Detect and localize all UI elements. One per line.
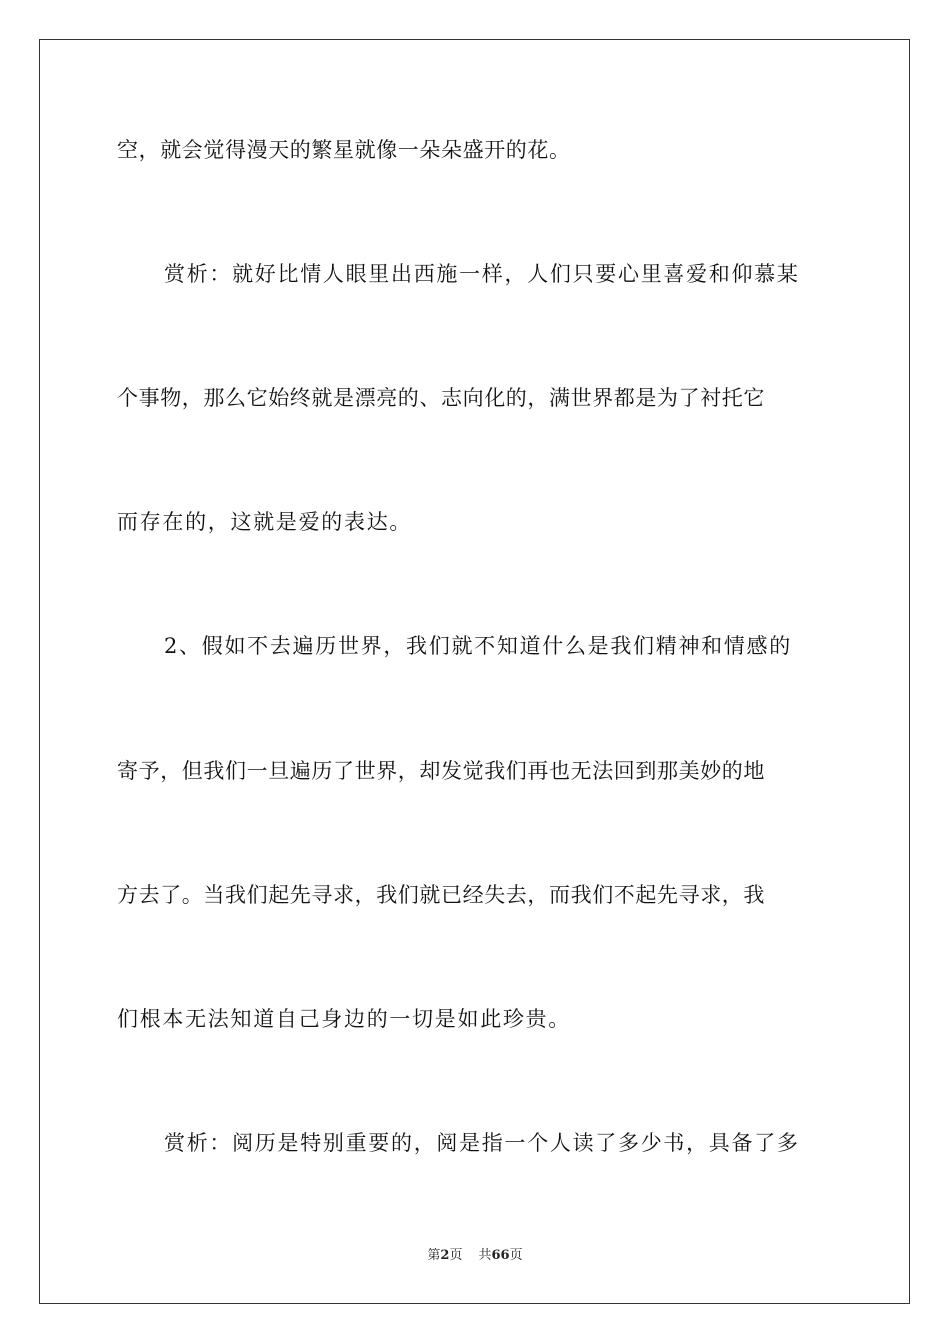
body-line-6: 寄予，但我们一旦遍历了世界，却发觉我们再也无法回到那美妙的地 [117,759,765,783]
page-border [39,39,910,1304]
total-prefix: 共 [478,1248,492,1263]
body-line-4: 而存在的，这就是爱的表达。 [117,510,413,534]
body-line-3: 个事物，那么它始终就是漂亮的、志向化的，满世界都是为了衬托它 [117,386,765,410]
body-line-7: 方去了。当我们起先寻求，我们就已经失去，而我们不起先寻求，我 [117,883,765,907]
body-line-1: 空，就会觉得漫天的繁星就像一朵朵盛开的花。 [117,138,571,162]
page-footer [0,1247,950,1265]
page-prefix: 第 [427,1248,441,1263]
body-line-9-analysis: 赏析：阅历是特别重要的，阅是指一个人读了多少书，具备了多 [164,1131,800,1155]
body-line-8: 们根本无法知道自己身边的一切是如此珍贵。 [117,1007,571,1031]
body-line-2-analysis: 赏析：就好比情人眼里出西施一样，人们只要心里喜爱和仰慕某 [164,262,800,286]
page-suffix: 页 [449,1248,463,1263]
total-suffix: 页 [509,1248,523,1263]
page-number: 2 [440,1248,450,1263]
body-line-5-item-2: 2、假如不去遍历世界，我们就不知道什么是我们精神和情感的 [164,634,792,658]
total-pages: 66 [491,1248,510,1263]
